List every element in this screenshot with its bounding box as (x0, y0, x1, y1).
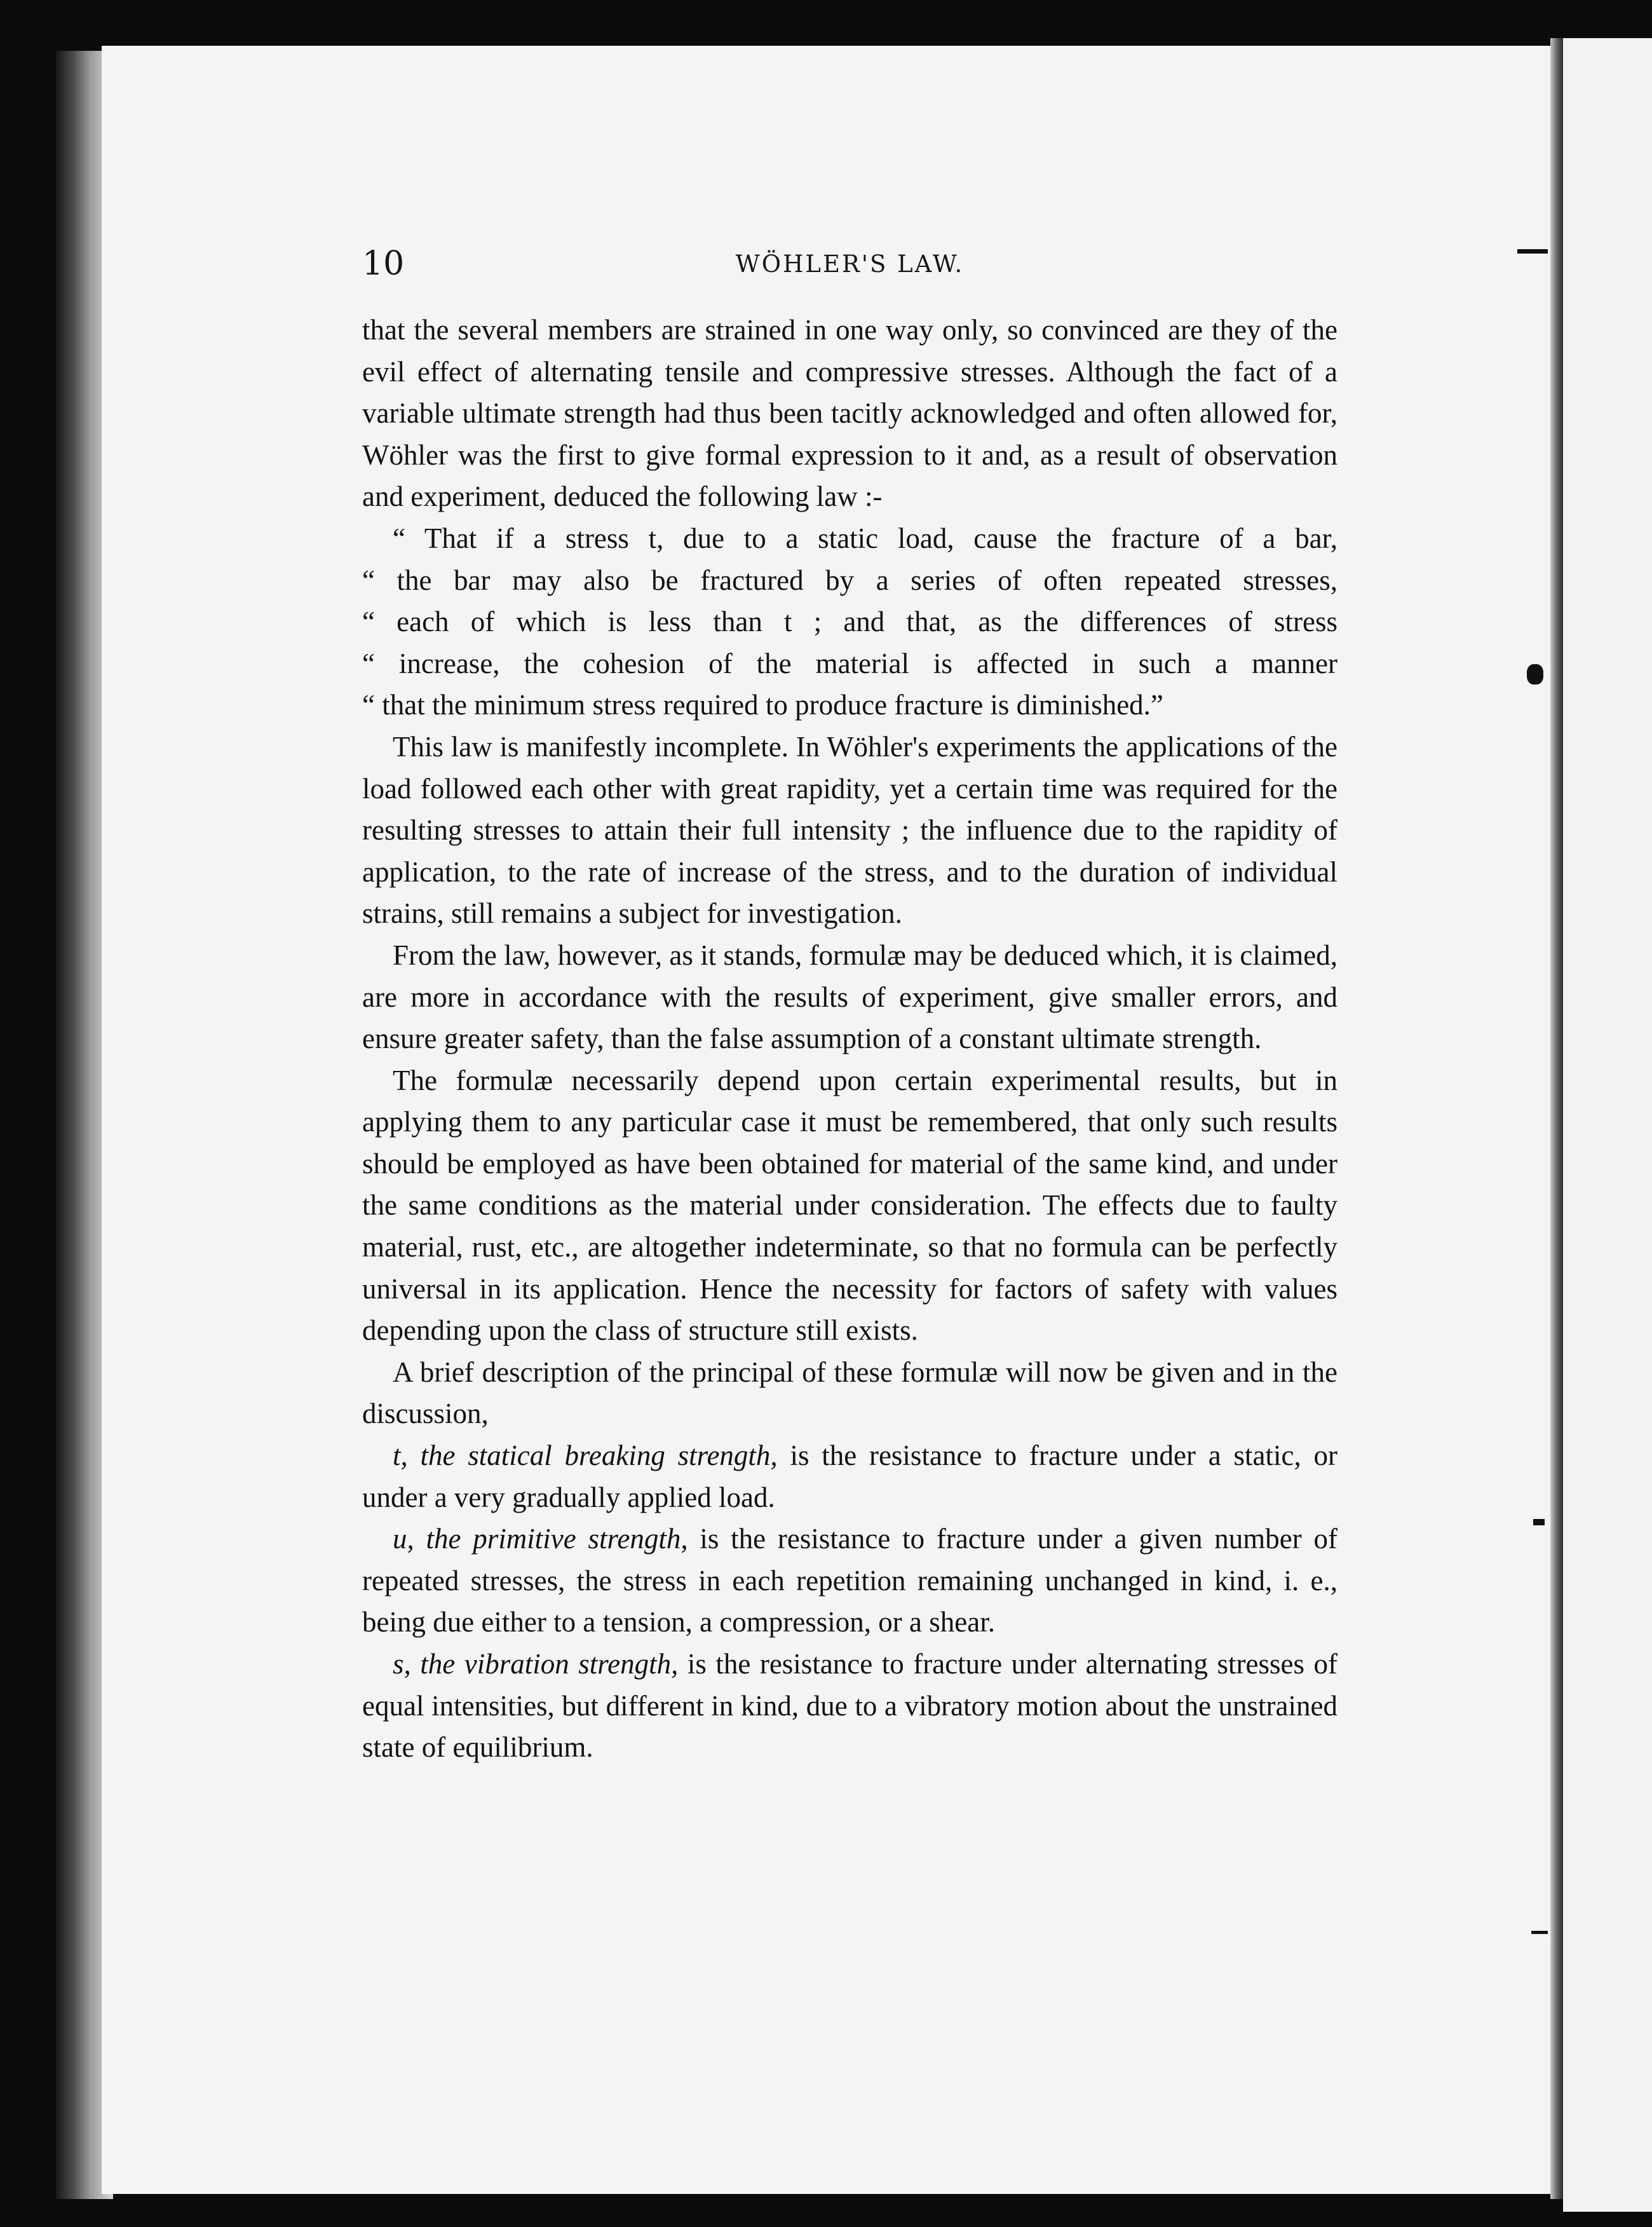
running-head: WÖHLER'S LAW. (735, 250, 965, 278)
paragraph: The formulæ necessarily depend upon certain experimental results, but in applying them to any particular case it must be remembered, that only such results should be employed as have been obtained for material of the same kind, and under the same conditions as the material under consideration. The effects due to faulty material, rust, etc., are altogether indeterminate, so that no formula can be perfectly universal in its application. Hence the necessity for factors of safety with values depending upon the class of structure still exists. (362, 1064, 1337, 1347)
page-header (362, 245, 1337, 289)
definition-term: s, the vibration strength, (393, 1648, 679, 1680)
scan-mark (1531, 1931, 1548, 1934)
paragraph: This law is manifestly incomplete. In Wöhler's experiments the applications of the load followed each other with great rapidity, yet a certain time was required for the resulting stresses to attain their full intensity ; the influence due to the rapidity of application, to the rate of increase of the stress, and to the duration of individual strains, still remains a subject for investigation. (362, 730, 1337, 930)
quote-line: “ increase, the cohesion of the material is affected in such a manner (362, 647, 1337, 679)
quote-line: “ that the minimum stress required to produce fracture is diminished.” (362, 689, 1163, 721)
paragraph: From the law, however, as it stands, formulæ may be deduced which, it is claimed, are more in accordance with the results of experiment, give smaller errors, and ensure greater safety, than the false assumption of a constant ultimate strength. (362, 939, 1337, 1055)
definition-t (362, 1435, 1337, 1518)
definition-text: is the resistance to fracture under a given number of repeated stresses, the stress in each repetition remaining unchanged in kind, i. e., being due either to a tension, a compression, or a shear. (362, 1523, 1337, 1638)
scan-mark (1533, 1519, 1545, 1525)
definition-text: is the resistance to fracture under a static, or under a very gradually applied load. (362, 1440, 1337, 1513)
definition-text: is the resistance to fracture under alternating stresses of equal intensities, but different in kind, due to a vibratory motion about the unstrained state of equilibrium. (362, 1648, 1337, 1764)
definition-u (362, 1518, 1337, 1644)
definition-s (362, 1644, 1337, 1769)
facing-page-sliver (1563, 38, 1652, 2212)
definition-term: t, the statical breaking strength, (393, 1440, 778, 1472)
scan-mark (1517, 249, 1548, 254)
page-number: 10 (362, 245, 405, 283)
body-text (362, 310, 1337, 1769)
paragraph: A brief description of the principal of these formulæ will now be given and in the discussion, (362, 1356, 1337, 1430)
quote-line: “ That if a stress t, due to a static load, cause the fracture of a bar, (393, 522, 1337, 554)
definition-term: u, the primitive strength, (393, 1523, 688, 1555)
quote-line: “ the bar may also be fractured by a series of often repeated stresses, (362, 564, 1337, 596)
paragraph: that the several members are strained in one way only, so convinced are they of the evil effect of alternating tensile and compressive stresses. Although the fact of a variable ultimate strength had thus been tacitly acknowledged and often allowed for, Wöhler was the first to give formal expression to it and, as a result of observation and experiment, deduced the following law :- (362, 314, 1337, 513)
right-page-edge (1550, 38, 1563, 2199)
scan-mark (1527, 664, 1543, 684)
quote-line: “ each of which is less than t ; and that, as the differences of stress (362, 606, 1337, 638)
quoted-law (362, 518, 1337, 726)
